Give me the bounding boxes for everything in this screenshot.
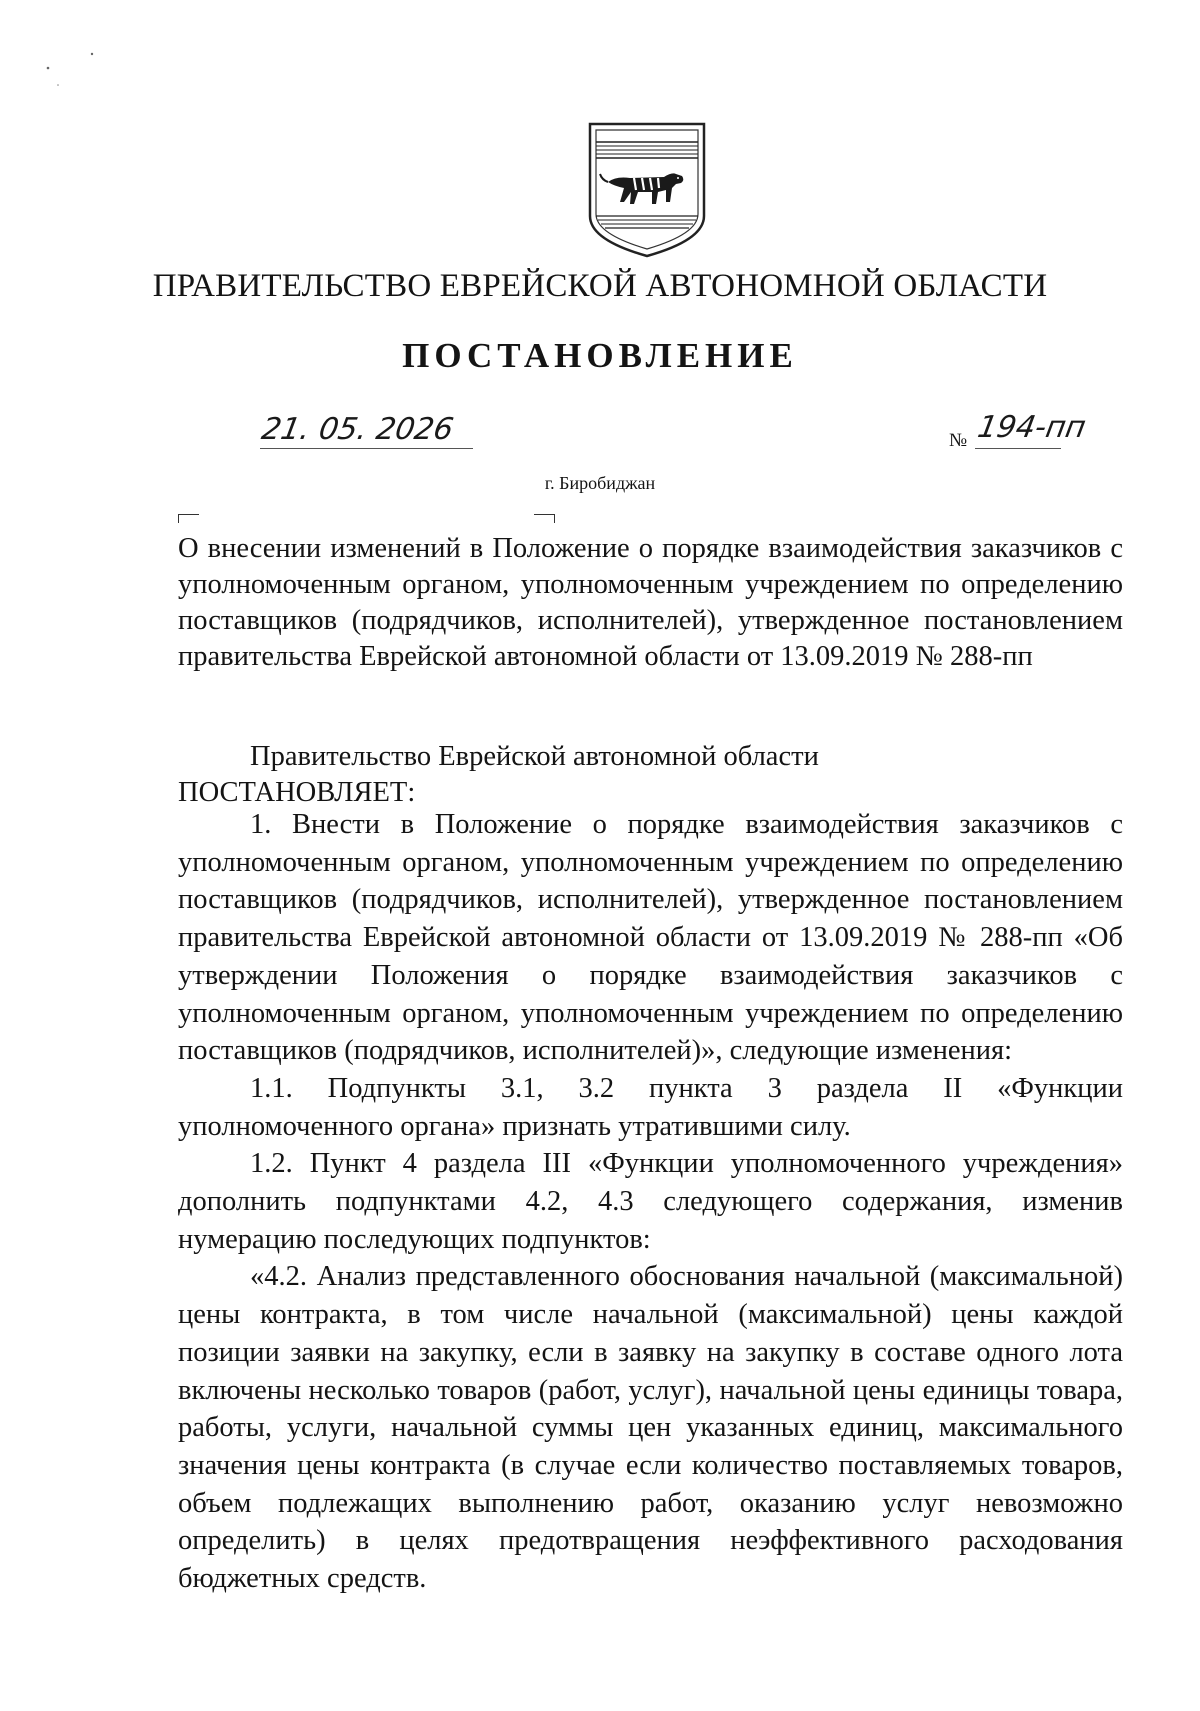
document-subject: О внесении изменений в Положение о порядке взаимодействия заказчиков с уполномоченным органом, уполномоченным учреждением по определению поставщиков (подрядчиков, исполнителей), утвержденное постановлением правительства Еврейской автономной области от 13.09.2019 № 288-пп — [178, 533, 1123, 672]
number-sign: № — [949, 430, 968, 451]
handwritten-number: 194-пп — [974, 410, 1089, 445]
document-body — [178, 806, 1123, 1598]
resolves-heading: ПОСТАНОВЛЯЕТ: — [178, 777, 416, 808]
city-line: г. Биробиджан — [544, 473, 656, 493]
coat-of-arms-icon — [586, 120, 708, 260]
number-underline — [975, 448, 1061, 449]
government-title: ПРАВИТЕЛЬСТВО ЕВРЕЙСКОЙ АВТОНОМНОЙ ОБЛАСТИ — [152, 268, 1048, 304]
subject-corner-left — [178, 514, 199, 523]
document-type: ПОСТАНОВЛЕНИЕ — [402, 336, 798, 375]
paragraph-1-2: 1.2. Пункт 4 раздела III «Функции уполномоченного учреждения» дополнить подпунктами 4.2, 4.3 следующего содержания, изменив нумерацию последующих подпунктов: — [178, 1148, 1123, 1255]
paragraph-1-1: 1.1. Подпункты 3.1, 3.2 пункта 3 раздела II «Функции уполномоченного органа» признать утратившими силу. — [178, 1072, 1123, 1142]
subject-corner-right — [534, 514, 555, 523]
paragraph-4-2: «4.2. Анализ представленного обоснования начальной (максимальной) цены контракта, в том числе начальной (максимальной) цены каждой позиции заявки на закупку, если в заявку на закупку в составе одного лота включены несколько товаров (работ, услуг), начальной цены единицы товара, работы, услуги, начальной суммы цен указанных единиц, максимального значения цены контракта (в случае если количество поставляемых товаров, объем подлежащих выполнению работ, оказанию услуг невозможно определить) в целях предотвращения неэффективного расходования бюджетных средств. — [178, 1261, 1123, 1595]
date-underline — [260, 448, 473, 449]
paragraph-1: 1. Внести в Положение о порядке взаимодействия заказчиков с уполномоченным органом, уполномоченным учреждением по определению поставщиков (подрядчиков, исполнителей), утвержденное постановлением правительства Еврейской автономной области от 13.09.2019 № 288-пп «Об утверждении Положения о порядке взаимодействия заказчиков с уполномоченным органом, уполномоченным учреждением по определению поставщиков (подрядчиков, исполнителей)», следующие изменения: — [178, 809, 1123, 1067]
preamble: Правительство Еврейской автономной области — [250, 741, 819, 772]
handwritten-date: 21. 05. 2026 — [258, 412, 456, 447]
scan-specks — [40, 40, 110, 90]
